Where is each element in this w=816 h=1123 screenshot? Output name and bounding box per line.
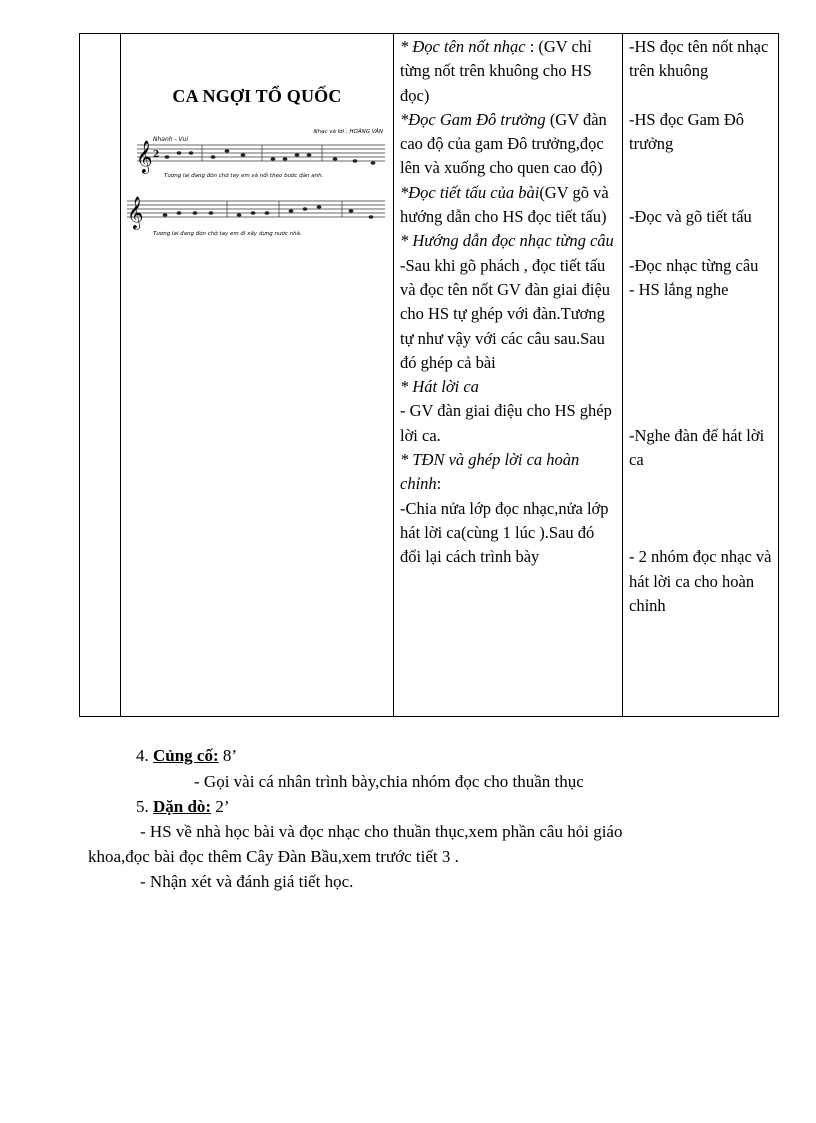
section-5-text-2: khoa,đọc bài đọc thêm Cây Đàn Bầu,xem trước tiết 3 .: [88, 847, 459, 866]
teacher-step: * Hát lời ca: [400, 377, 479, 397]
score-lyrics-1: Tương lai đang đón chờ tay em và nối theo bước đàn anh.: [164, 173, 324, 179]
teacher-step: * Hướng dẫn đọc nhạc từng câu: [400, 231, 614, 251]
teacher-step: -Sau khi gõ phách , đọc tiết tấu và đọc tên nốt GV đàn giai điệu cho HS tự ghép với đàn.Tương tự như vậy với các câu sau.Sau đó ghép cả bài: [400, 255, 611, 372]
student-step: -HS đọc Gam Đô trưởng: [629, 109, 745, 154]
treble-clef-icon: 𝄞: [127, 196, 144, 229]
student-step: -Đọc và gõ tiết tấu: [629, 207, 752, 227]
time-signature: 2: [153, 150, 160, 160]
song-cell: [121, 34, 394, 717]
teacher-step: - GV đàn giai điệu cho HS ghép lời ca.: [400, 401, 612, 445]
section-5-text-3: - Nhận xét và đánh giá tiết học.: [140, 872, 354, 891]
teacher-step: *Đọc Gam Đô trưởng (GV đàn cao độ của gam Đô trưởng,đọc lên và xuống cho quen cao độ): [400, 109, 607, 178]
song-title: CA NGỢI TỔ QUỐC: [172, 86, 342, 106]
table-row: [80, 34, 779, 717]
empty-column-cell: [80, 34, 121, 717]
score-tempo: Nhanh - Vui: [153, 136, 189, 143]
music-score: [127, 121, 393, 276]
lesson-table: [79, 33, 779, 717]
teacher-step: *Đọc tiết tấu của bài(GV gõ và hướng dẫn cho HS đọc tiết tấu): [400, 182, 609, 227]
student-step: - HS lắng nghe: [629, 279, 729, 299]
staff-1: [137, 145, 385, 161]
student-step: - 2 nhóm đọc nhạc và hát lời ca cho hoàn chỉnh: [629, 547, 772, 615]
teacher-step: -Chia nửa lớp đọc nhạc,nửa lớp hát lời ca(cùng 1 lúc ).Sau đó đổi lại cách trình bày: [400, 498, 609, 567]
teacher-activity-cell: [394, 34, 623, 717]
teacher-step: * Đọc tên nốt nhạc : (GV chỉ từng nốt trên khuông cho HS đọc): [400, 37, 592, 105]
score-composer: Nhạc và lời : HOÀNG VÂN: [313, 129, 383, 135]
treble-clef-icon: 𝄞: [136, 140, 153, 173]
student-step: -Nghe đàn để hát lời ca: [629, 425, 765, 470]
section-4-text: - Gọi vài cá nhân trình bày,chia nhóm đọc cho thuần thục: [194, 772, 584, 791]
section-5-heading: 5. Dặn dò: 2’: [136, 797, 230, 816]
section-5-text-1: - HS về nhà học bài và đọc nhạc cho thuần thục,xem phần câu hỏi giáo: [140, 822, 623, 841]
student-activity-cell: [623, 34, 779, 717]
teacher-step: * TĐN và ghép lời ca hoàn chỉnh:: [400, 450, 580, 494]
student-step: -HS đọc tên nốt nhạc trên khuông: [629, 37, 769, 81]
score-lyrics-2: Tương lai đang đón chờ tay em đi xây dựng nước nhà.: [153, 231, 302, 237]
music-score-image: [127, 121, 385, 271]
section-4-heading: 4. Củng cố: 8’: [136, 746, 238, 765]
student-step: -Đọc nhạc từng câu: [629, 255, 759, 275]
